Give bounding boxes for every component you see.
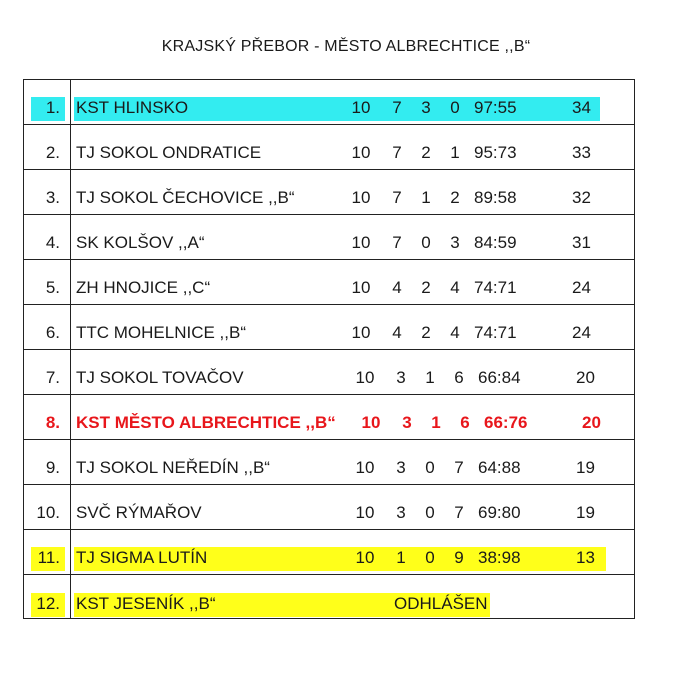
wins: 3 bbox=[396, 503, 406, 522]
points: 33 bbox=[572, 143, 591, 162]
team-name: ZH HNOJICE ,,C“ bbox=[76, 278, 211, 297]
position-number: 9. bbox=[45, 458, 60, 477]
score: 66:76 bbox=[484, 413, 528, 432]
matches-played: 10 bbox=[351, 233, 371, 252]
position-number: 12. bbox=[36, 594, 60, 613]
table-row bbox=[24, 80, 634, 125]
team-name: TJ SIGMA LUTÍN bbox=[76, 548, 208, 567]
table-title: KRAJSKÝ PŘEBOR - MĚSTO ALBRECHTICE ,,B“ bbox=[161, 38, 531, 55]
draws: 2 bbox=[421, 143, 431, 162]
losses: 3 bbox=[450, 233, 460, 252]
points: 32 bbox=[572, 188, 591, 207]
draws: 2 bbox=[421, 278, 431, 297]
wins: 7 bbox=[392, 233, 402, 252]
points: 24 bbox=[572, 323, 591, 342]
matches-played: 10 bbox=[355, 548, 375, 567]
team-name: KST MĚSTO ALBRECHTICE ,,B“ bbox=[76, 413, 336, 432]
team-name: TTC MOHELNICE ,,B“ bbox=[76, 323, 247, 342]
position-number: 1. bbox=[45, 98, 60, 117]
draws: 3 bbox=[421, 98, 431, 117]
position-number: 5. bbox=[45, 278, 60, 297]
score: 97:55 bbox=[474, 98, 517, 117]
position-number: 7. bbox=[45, 368, 60, 387]
wins: 4 bbox=[392, 278, 402, 297]
position-number: 10. bbox=[36, 503, 60, 522]
draws: 1 bbox=[425, 368, 435, 387]
draws: 1 bbox=[431, 413, 441, 432]
points: 20 bbox=[576, 368, 595, 387]
team-name: KST JESENÍK ,,B“ bbox=[76, 594, 216, 613]
table-row bbox=[24, 170, 634, 215]
position-number: 2. bbox=[45, 143, 60, 162]
team-name: TJ SOKOL ONDRATICE bbox=[76, 143, 262, 162]
points: 13 bbox=[576, 548, 595, 567]
points: 34 bbox=[572, 98, 591, 117]
matches-played: 10 bbox=[361, 413, 381, 432]
losses: 2 bbox=[450, 188, 460, 207]
score: 74:71 bbox=[474, 278, 517, 297]
matches-played: 10 bbox=[351, 278, 371, 297]
points: 31 bbox=[572, 233, 591, 252]
draws: 0 bbox=[425, 503, 435, 522]
score: 89:58 bbox=[474, 188, 517, 207]
wins: 3 bbox=[396, 458, 406, 477]
wins: 3 bbox=[396, 368, 406, 387]
matches-played: 10 bbox=[351, 143, 371, 162]
draws: 0 bbox=[425, 548, 435, 567]
losses: 4 bbox=[450, 323, 460, 342]
table-row bbox=[24, 530, 634, 575]
score: 64:88 bbox=[478, 458, 521, 477]
table-row bbox=[24, 305, 634, 350]
draws: 1 bbox=[421, 188, 431, 207]
wins: 1 bbox=[396, 548, 406, 567]
table-row bbox=[24, 485, 634, 530]
score: 38:98 bbox=[478, 548, 521, 567]
points: 19 bbox=[576, 458, 595, 477]
matches-played: 10 bbox=[351, 98, 371, 117]
status-text: ODHLÁŠEN bbox=[394, 594, 488, 613]
team-name: SVČ RÝMAŘOV bbox=[76, 503, 202, 522]
table-row bbox=[24, 350, 634, 395]
standings-table bbox=[23, 79, 635, 619]
losses: 6 bbox=[454, 368, 464, 387]
position-number: 11. bbox=[37, 548, 60, 567]
table-row bbox=[24, 395, 634, 440]
table-row bbox=[24, 215, 634, 260]
wins: 7 bbox=[392, 188, 402, 207]
position-number: 8. bbox=[45, 413, 60, 432]
position-number: 3. bbox=[45, 188, 60, 207]
losses: 4 bbox=[450, 278, 460, 297]
draws: 2 bbox=[421, 323, 431, 342]
draws: 0 bbox=[421, 233, 431, 252]
wins: 7 bbox=[392, 143, 402, 162]
points: 24 bbox=[572, 278, 591, 297]
losses: 7 bbox=[454, 458, 464, 477]
score: 74:71 bbox=[474, 323, 517, 342]
table-row bbox=[24, 575, 634, 620]
wins: 4 bbox=[392, 323, 402, 342]
matches-played: 10 bbox=[355, 503, 375, 522]
team-name: TJ SOKOL TOVAČOV bbox=[76, 368, 244, 387]
score: 84:59 bbox=[474, 233, 517, 252]
wins: 3 bbox=[402, 413, 412, 432]
points: 19 bbox=[576, 503, 595, 522]
losses: 1 bbox=[450, 143, 460, 162]
points: 20 bbox=[582, 413, 601, 432]
team-name: TJ SOKOL NEŘEDÍN ,,B“ bbox=[76, 458, 270, 477]
losses: 9 bbox=[454, 548, 464, 567]
wins: 7 bbox=[392, 98, 402, 117]
team-name: TJ SOKOL ČECHOVICE ,,B“ bbox=[76, 188, 295, 207]
table-row bbox=[24, 260, 634, 305]
position-number: 6. bbox=[45, 323, 60, 342]
matches-played: 10 bbox=[355, 368, 375, 387]
table-row bbox=[24, 440, 634, 485]
table-row bbox=[24, 125, 634, 170]
losses: 0 bbox=[450, 98, 460, 117]
matches-played: 10 bbox=[355, 458, 375, 477]
score: 66:84 bbox=[478, 368, 521, 387]
position-number: 4. bbox=[45, 233, 60, 252]
draws: 0 bbox=[425, 458, 435, 477]
losses: 6 bbox=[460, 413, 470, 432]
matches-played: 10 bbox=[351, 323, 371, 342]
matches-played: 10 bbox=[351, 188, 371, 207]
score: 69:80 bbox=[478, 503, 521, 522]
team-name: KST HLINSKO bbox=[76, 98, 189, 117]
losses: 7 bbox=[454, 503, 464, 522]
team-name: SK KOLŠOV ,,A“ bbox=[76, 233, 205, 252]
score: 95:73 bbox=[474, 143, 517, 162]
